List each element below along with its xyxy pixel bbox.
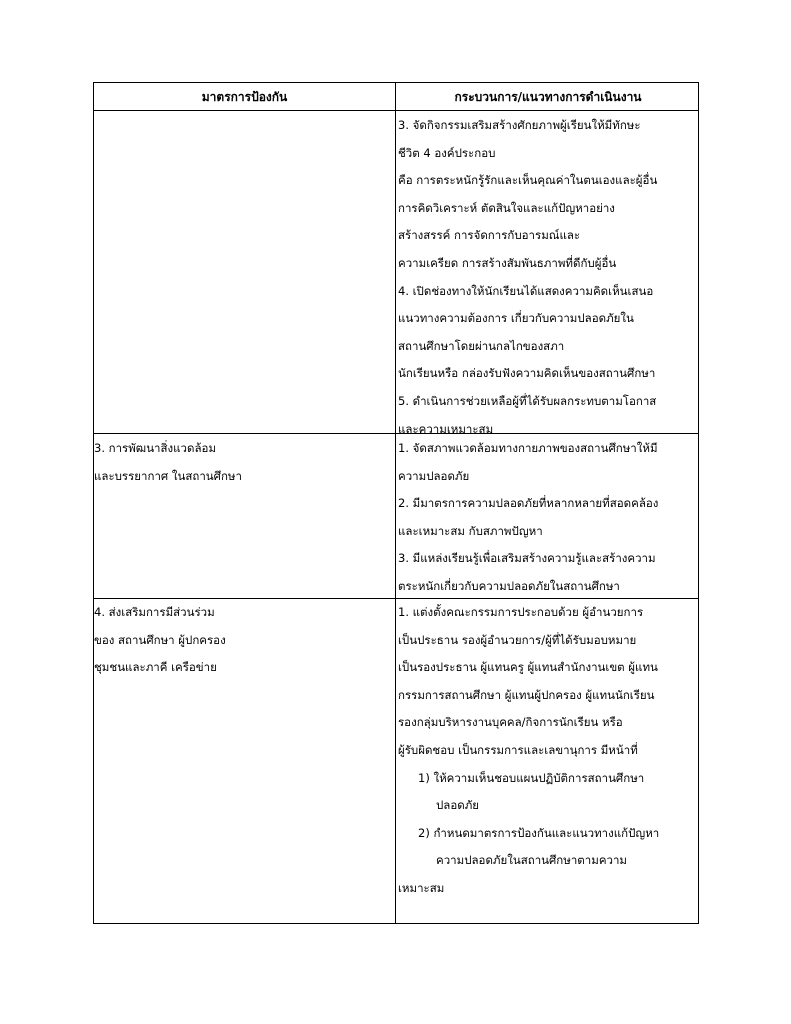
row-2-process-line: ความปลอดภัย — [398, 468, 470, 483]
row-1-process-line: การคิดวิเคราะห์ ตัดสินใจและแก้ปัญหาอย่าง — [398, 200, 615, 215]
row-2-measure-line: 3. การพัฒนาสิ่งแวดล้อม — [94, 441, 217, 455]
header-divider — [94, 110, 698, 111]
row-1-process-line: 4. เปิดช่องทางให้นักเรียนได้แสดงความคิดเห็นเสนอ — [398, 283, 654, 298]
row-2-measure — [94, 435, 388, 490]
row-1-process-line: คือ การตระหนักรู้รักและเห็นคุณค่าในตนเองและผู้อื่น — [398, 173, 658, 188]
header-measures: มาตรการป้องกัน — [201, 90, 288, 104]
row-3-process-line: เป็นประธาน รองผู้อำนวยการ/ผู้ที่ได้รับมอบหมาย — [398, 632, 637, 647]
row-3-process-line: เป็นรองประธาน ผู้แทนครู ผู้แทนสำนักงานเขต ผู้แทน — [398, 660, 658, 675]
row-1-process — [396, 112, 698, 443]
row-2-process-line: ตระหนักเกี่ยวกับความปลอดภัยในสถานศึกษา — [398, 578, 620, 593]
row-3-subitem-line: ความปลอดภัยในสถานศึกษาตามความ — [436, 853, 628, 868]
row-3-subitem-line: ปลอดภัย — [436, 798, 480, 813]
header-process: กระบวนการ/แนวทางการดำเนินงาน — [454, 90, 642, 104]
row-3-measure-line: 4. ส่งเสริมการมีส่วนร่วม — [94, 605, 215, 619]
row-1-process-line: สถานศึกษาโดยผ่านกลไกของสภา — [398, 338, 565, 353]
row-2-process-line: 1. จัดสภาพแวดล้อมทางกายภาพของสถานศึกษาให้มี — [398, 441, 658, 455]
row-3-process — [396, 599, 698, 903]
row-1-process-line: 5. ดำเนินการช่วยเหลือผู้ที่ได้รับผลกระทบตามโอกาส — [398, 393, 657, 408]
row-2-measure-line: และบรรยากาศ ในสถานศึกษา — [94, 468, 242, 483]
row-2-process — [396, 435, 698, 601]
safety-measures-table — [93, 82, 699, 924]
row-divider — [94, 433, 698, 434]
row-1-process-line: ความเครียด การสร้างสัมพันธภาพที่ดีกับผู้อื่น — [398, 255, 617, 270]
row-3-measure-line: ของ สถานศึกษา ผู้ปกครอง — [94, 632, 226, 647]
row-3-subitem-line: 1) ให้ความเห็นชอบแผนปฏิบัติการสถานศึกษา — [418, 770, 645, 785]
row-1-process-line: แนวทางความต้องการ เกี่ยวกับความปลอดภัยใน — [398, 311, 634, 326]
row-1-process-line: 3. จัดกิจกรรมเสริมสร้างศักยภาพผู้เรียนให้มีทักษะ — [398, 118, 641, 132]
row-3-process-line: เหมาะสม — [398, 880, 445, 895]
row-2-process-line: 2. มีมาตรการความปลอดภัยที่หลากหลายที่สอดคล้อง — [398, 496, 659, 511]
row-1-process-line: และความเหมาะสม — [398, 421, 494, 436]
row-2-process-line: และเหมาะสม กับสภาพปัญหา — [398, 523, 543, 538]
row-1-process-line: สร้างสรรค์ การจัดการกับอารมณ์และ — [398, 228, 581, 243]
row-2-process-line: 3. มีแหล่งเรียนรู้เพื่อเสริมสร้างความรู้และสร้างความ — [398, 551, 656, 566]
row-3-process-line: ผู้รับผิดชอบ เป็นกรรมการและเลขานุการ มีหน้าที่ — [398, 742, 638, 757]
row-3-measure-line: ชุมชนและภาคี เครือข่าย — [94, 660, 217, 675]
row-1-process-line: ชีวิต 4 องค์ประกอบ — [398, 145, 496, 160]
row-3-measure — [94, 599, 388, 682]
row-3-process-line: รองกลุ่มบริหารงานบุคคล/กิจการนักเรียน หรือ — [398, 715, 623, 730]
row-3-process-line: กรรมการสถานศึกษา ผู้แทนผู้ปกครอง ผู้แทนนักเรียน — [398, 687, 655, 702]
row-3-subitem-line: 2) กำหนดมาตรการป้องกันและแนวทางแก้ปัญหา — [418, 825, 660, 840]
row-3-process-line: 1. แต่งตั้งคณะกรรมการประกอบด้วย ผู้อำนวยการ — [398, 605, 644, 619]
row-1-process-line: นักเรียนหรือ กล่องรับฟังความคิดเห็นของสถานศึกษา — [398, 366, 656, 381]
